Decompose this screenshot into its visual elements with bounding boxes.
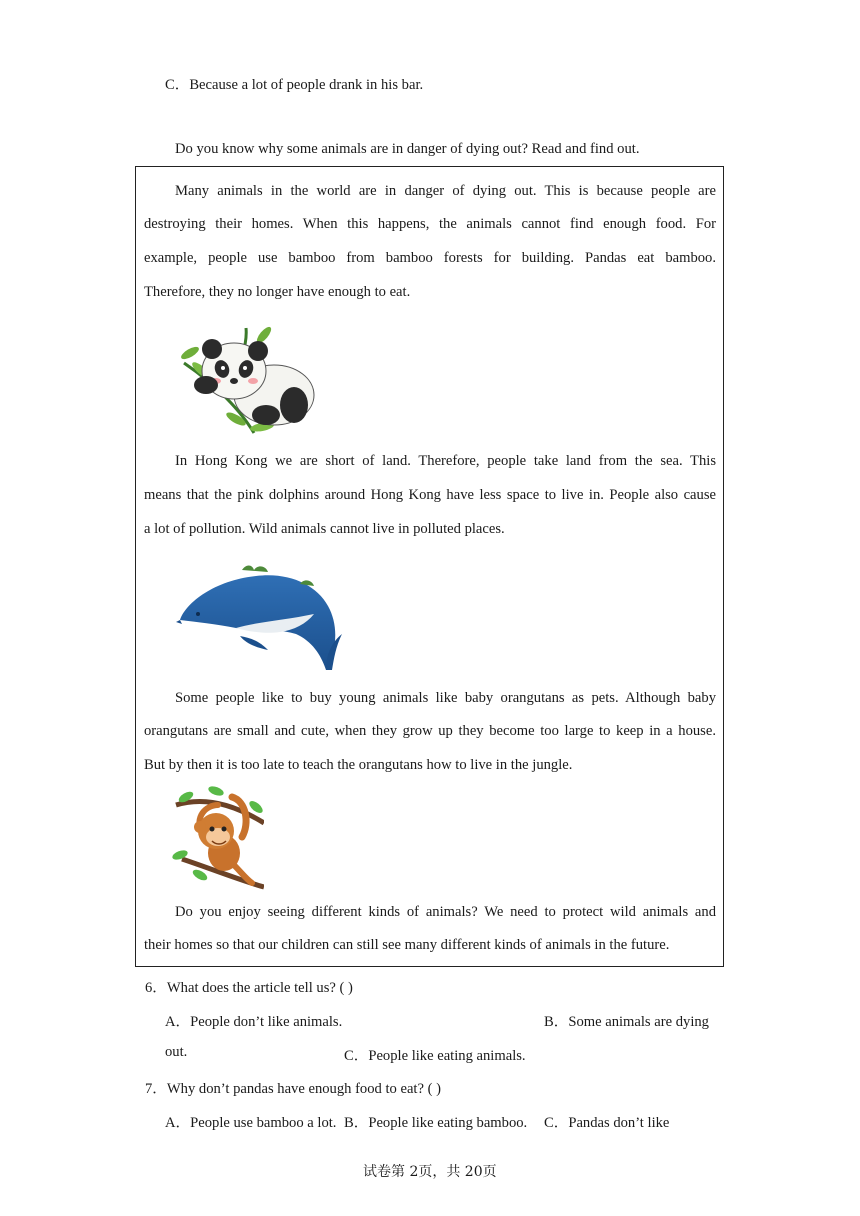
question-6-option-c[interactable]: C．People like eating animals. [344, 1048, 526, 1064]
question-7-stem: 7．Why don’t pandas have enough food to eat? ( ) [145, 1081, 441, 1097]
question-7-option-b[interactable]: B．People like eating bamboo. [344, 1115, 528, 1131]
page-footer: 试卷第 2页，共 20页 [363, 1164, 497, 1180]
passage-p1-line1: Many animals in the world are in danger of dying out. This is because people are [175, 183, 716, 199]
prev-option-c: C．Because a lot of people drank in his bar. [165, 77, 424, 93]
question-7-option-c[interactable]: C．Pandas don’t like [544, 1115, 670, 1131]
passage-p3-line2: orangutans are small and cute, when they grow up they become too large to keep in a house. [144, 723, 716, 739]
passage-p3-line3: But by then it is too late to teach the orangutans how to live in the jungle. [144, 757, 573, 773]
question-6-stem: 6．What does the article tell us? ( ) [145, 980, 353, 996]
question-6-option-a[interactable]: A．People don’t like animals. [165, 1014, 343, 1030]
panda-illustration [176, 323, 318, 436]
question-6-option-b-cont: out. [165, 1044, 188, 1060]
passage-p2-line1: In Hong Kong we are short of land. Therefore, people take land from the sea. This [175, 453, 716, 469]
passage-p4-line1: Do you enjoy seeing different kinds of animals? We need to protect wild animals and [175, 904, 716, 920]
passage-p2-line3: a lot of pollution. Wild animals cannot live in polluted places. [144, 521, 505, 537]
monkey-illustration [172, 783, 264, 890]
passage-p1-line3: example, people use bamboo from bamboo forests for building. Pandas eat bamboo. [144, 250, 716, 266]
passage-p3-line1: Some people like to buy young animals like baby orangutans as pets. Although baby [175, 690, 716, 706]
question-6-option-b[interactable]: B．Some animals are dying [544, 1014, 709, 1030]
dolphin-illustration [176, 562, 342, 672]
passage-intro: Do you know why some animals are in danger of dying out? Read and find out. [175, 141, 640, 157]
question-7-option-a[interactable]: A．People use bamboo a lot. [165, 1115, 337, 1131]
passage-p2-line2: means that the pink dolphins around Hong Kong have less space to live in. People also cause [144, 487, 716, 503]
passage-p1-line4: Therefore, they no longer have enough to eat. [144, 284, 411, 300]
passage-p4-line2: their homes so that our children can still see many different kinds of animals in the future. [144, 937, 670, 953]
passage-p1-line2: destroying their homes. When this happens, the animals cannot find enough food. For [144, 216, 716, 232]
